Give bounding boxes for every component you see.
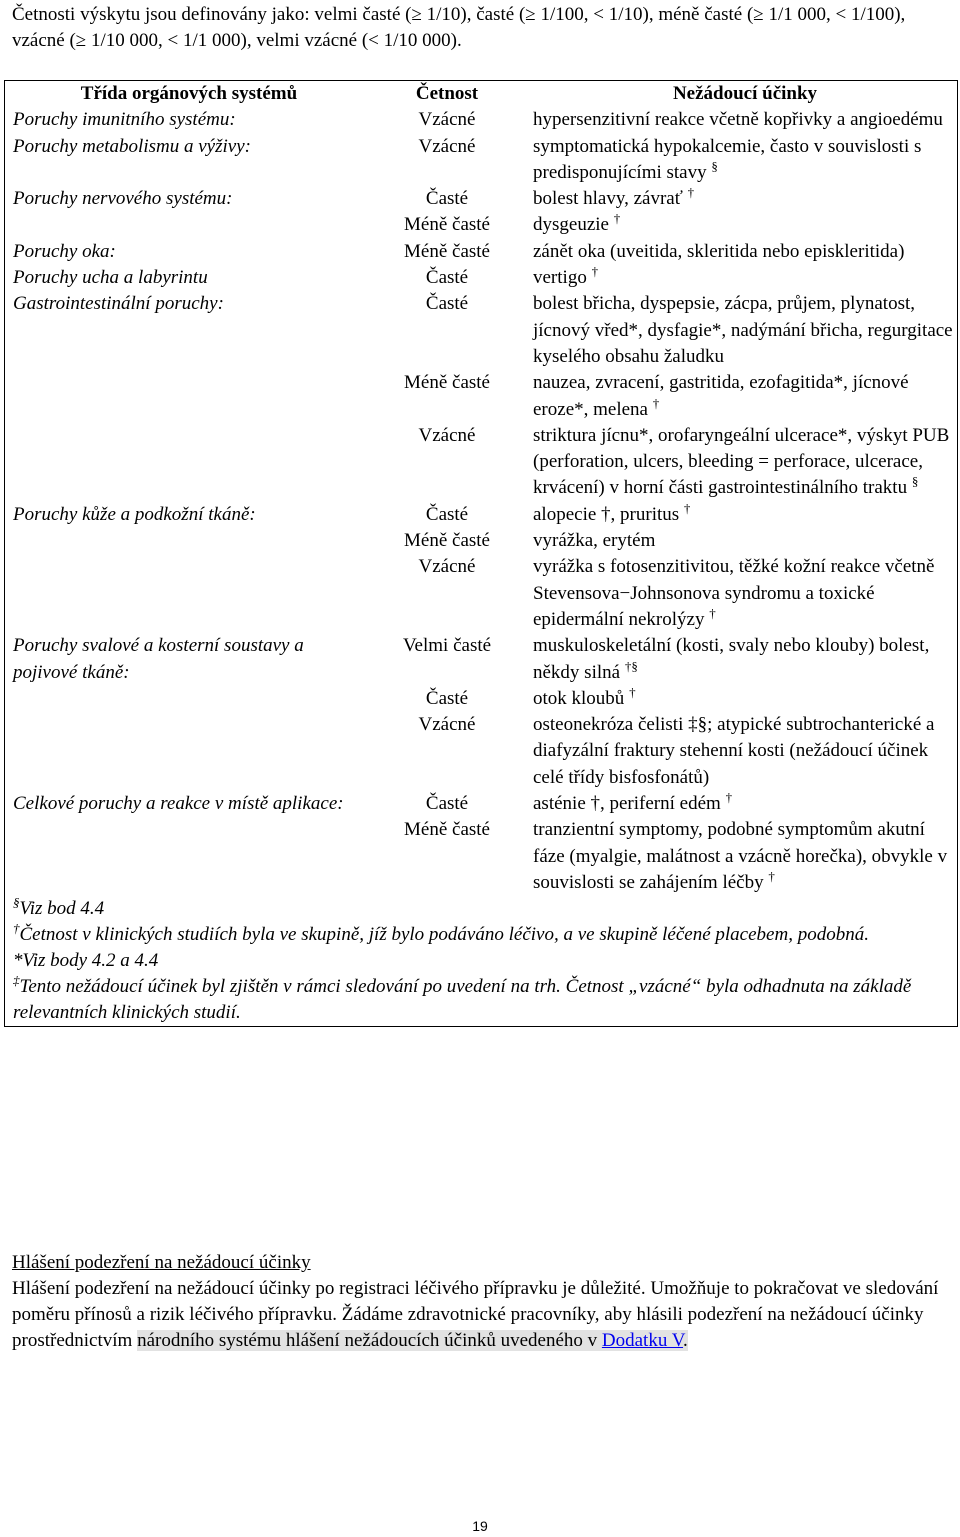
- effect-text: nauzea, zvracení, gastritida, ezofagitida*, jícnové eroze*, melena: [533, 372, 909, 420]
- table-row: [5, 686, 957, 712]
- frequency-cell: Vzácné: [418, 714, 476, 736]
- table-row: [5, 528, 957, 554]
- table-row: [5, 423, 957, 502]
- table-row: [5, 817, 957, 896]
- effect-cell: [529, 554, 957, 633]
- page-number: 19: [472, 1518, 488, 1534]
- effect-cell: [529, 186, 957, 212]
- footnote-mark: §: [911, 474, 919, 490]
- reporting-heading: Hlášení podezření na nežádoucí účinky: [12, 1252, 311, 1273]
- frequency-cell: Méně časté: [404, 530, 490, 552]
- effect-cell: [529, 265, 957, 291]
- frequency-cell: Méně časté: [404, 819, 490, 841]
- frequency-cell: Méně časté: [404, 240, 490, 262]
- reporting-text: Hlášení podezření na nežádoucí účinky po registraci léčivého přípravku je důležité. Umožňuje to pokračovat ve sledování poměru přínosů a rizik léčivého přípravku. Žádáme zdravotnické pracovníky, aby hlásili podezření na nežádoucí účinky prostřednictvím: [12, 1278, 939, 1351]
- effect-text: asténie †, periferní edém: [533, 793, 721, 815]
- table-body: [5, 107, 957, 896]
- effect-cell: [529, 817, 957, 896]
- organ-class-cell: [5, 370, 365, 423]
- organ-class-cell: Poruchy oka:: [13, 240, 116, 262]
- reporting-highlight: [137, 1330, 688, 1351]
- organ-class-cell: Poruchy nervového systému:: [13, 188, 233, 210]
- table-row: [5, 791, 957, 817]
- organ-class-cell: [5, 528, 365, 554]
- table-row: [5, 291, 957, 370]
- organ-class-cell: [5, 686, 365, 712]
- footnote-text: *Viz body 4.2 a 4.4: [13, 950, 159, 972]
- effect-cell: [529, 633, 957, 686]
- effect-text: tranzientní symptomy, podobné symptomům akutní fáze (myalgie, malátnost a vzácně horečka), obvykle v souvislosti se zahájením léčby: [533, 819, 948, 893]
- frequency-cell: Časté: [425, 267, 469, 289]
- frequency-cell: Vzácné: [418, 556, 476, 578]
- organ-class-cell: Poruchy kůže a podkožní tkáně:: [13, 503, 256, 525]
- effect-text: osteonekróza čelisti ‡§; atypické subtrochanterické a diafyzální fraktury stehenní kosti (nežádoucí účinek celé třídy bisfosfonátů): [533, 714, 935, 788]
- effect-text: striktura jícnu*, orofaryngeální ulcerace*, výskyt PUB (perforation, ulcers, bleeding = perforace, ulcerace, krvácení) v horní části gastrointestinálního traktu: [533, 424, 950, 499]
- effect-cell: [529, 712, 957, 791]
- table-row: [5, 134, 957, 187]
- frequency-cell: Méně časté: [404, 214, 490, 236]
- appendix-link[interactable]: Dodatku V: [601, 1330, 684, 1351]
- effect-cell: [529, 212, 957, 238]
- table-row: [5, 633, 957, 686]
- organ-class-cell: Poruchy svalové a kosterní soustavy a pojivové tkáně:: [13, 635, 304, 683]
- frequency-cell: Časté: [425, 503, 469, 525]
- header-organ-class: Třída orgánových systémů: [80, 83, 298, 104]
- organ-class-cell: [5, 712, 365, 791]
- footnote-mark: †: [629, 684, 636, 700]
- effect-cell: [529, 502, 957, 528]
- effect-cell: [529, 239, 957, 265]
- footnote-text: Tento nežádoucí účinek byl zjištěn v rámci sledování po uvedení na trh. Četnost „vzácné“ byla odhadnuta na základě relevantních klinických studií.: [13, 976, 912, 1024]
- frequency-cell: Velmi časté: [402, 635, 492, 657]
- organ-class-cell: Poruchy ucha a labyrintu: [13, 267, 208, 289]
- organ-class-cell: [5, 817, 365, 896]
- footnote-symbol: ‡: [13, 972, 20, 988]
- header-effects: Nežádoucí účinky: [672, 83, 818, 104]
- effect-text: otok kloubů: [533, 687, 625, 709]
- organ-class-cell: Celkové poruchy a reakce v místě aplikace:: [13, 793, 344, 815]
- footnote: [13, 974, 957, 1026]
- footnote-mark: †§: [624, 658, 638, 674]
- effect-text: vertigo: [533, 267, 587, 289]
- footnote-mark: †: [683, 500, 691, 516]
- effect-text: vyrážka, erytém: [533, 530, 656, 552]
- effect-text: bolest břicha, dyspepsie, zácpa, průjem, plynatost, jícnový vřed*, dysfagie*, nadýmání břicha, regurgitace kyselého obsahu žaludku: [533, 293, 953, 367]
- table-footnotes: [5, 896, 957, 1026]
- header-frequency: Četnost: [415, 83, 479, 104]
- table-row: [5, 712, 957, 791]
- effect-cell: [529, 107, 957, 133]
- table-row: [5, 212, 957, 238]
- footnote-symbol: §: [13, 894, 20, 910]
- footnote-mark: †: [652, 395, 660, 411]
- effect-text: bolest hlavy, závrať: [533, 188, 683, 210]
- frequency-cell: Vzácné: [418, 109, 476, 131]
- footnote-mark: †: [613, 211, 621, 227]
- table-row: [5, 239, 957, 265]
- effect-cell: [529, 423, 957, 502]
- footnote-mark: †: [725, 789, 733, 805]
- table-row: [5, 370, 957, 423]
- reporting-section: [12, 1250, 942, 1354]
- frequency-cell: Časté: [425, 188, 469, 210]
- organ-class-cell: [5, 554, 365, 633]
- reporting-end: .: [683, 1330, 688, 1351]
- effect-text: dysgeuzie: [533, 214, 609, 236]
- frequency-cell: Méně časté: [404, 372, 490, 394]
- footnote-text: Četnost v klinických studiích byla ve skupině, jíž bylo podáváno léčivo, a ve skupině léčené placebem, podobná.: [19, 924, 869, 946]
- frequency-cell: Vzácné: [418, 424, 476, 446]
- effect-cell: [529, 291, 957, 370]
- footnote-text: Viz bod 4.4: [19, 898, 105, 920]
- effect-text: hypersenzitivní reakce včetně kopřivky a angioedému: [533, 109, 943, 131]
- frequency-cell: Časté: [425, 793, 469, 815]
- intro-paragraph: Četnosti výskytu jsou definovány jako: velmi časté (≥ 1/10), časté (≥ 1/100, < 1/10), méně časté (≥ 1/1 000, < 1/100), vzácné (≥ 1/10 000, < 1/1 000), velmi vzácné (< 1/10 000).: [12, 4, 906, 51]
- organ-class-cell: Poruchy imunitního systému:: [13, 109, 236, 131]
- organ-class-cell: Gastrointestinální poruchy:: [13, 293, 224, 315]
- table-row: [5, 107, 957, 133]
- effect-text: symptomatická hypokalcemie, často v souvislosti s predisponujícími stavy: [533, 135, 922, 183]
- footnote-mark: §: [711, 158, 718, 174]
- organ-class-cell: [5, 212, 365, 238]
- effect-cell: [529, 370, 957, 423]
- footnote: [13, 948, 957, 974]
- footnote: [13, 896, 957, 922]
- reporting-paragraph: [12, 1276, 942, 1354]
- footnote-mark: †: [709, 605, 716, 621]
- effect-cell: [529, 686, 957, 712]
- organ-class-cell: Poruchy metabolismu a výživy:: [13, 135, 251, 157]
- effect-text: zánět oka (uveitida, skleritida nebo episkleritida): [533, 240, 905, 262]
- effect-text: alopecie †, pruritus: [533, 503, 680, 525]
- footnote-mark: †: [687, 184, 695, 200]
- footnote: [13, 922, 957, 948]
- adverse-effects-table: [4, 80, 958, 1027]
- table-row: [5, 186, 957, 212]
- footnote-mark: †: [591, 263, 599, 279]
- table-row: [5, 554, 957, 633]
- organ-class-cell: [5, 423, 365, 502]
- frequency-cell: Časté: [425, 293, 469, 315]
- effect-cell: [529, 134, 957, 187]
- table-header-row: [5, 81, 957, 107]
- frequency-cell: Vzácné: [418, 135, 476, 157]
- frequency-cell: Časté: [425, 687, 469, 709]
- effect-text: vyrážka s fotosenzitivitou, těžké kožní reakce včetně Stevensova−Johnsonova syndromu a toxické epidermální nekrolýzy: [533, 556, 935, 630]
- table-row: [5, 265, 957, 291]
- table-row: [5, 502, 957, 528]
- effect-text: muskuloskeletální (kosti, svaly nebo klouby) bolest, někdy silná: [533, 635, 930, 683]
- reporting-highlight-text: národního systému hlášení nežádoucích účinků uvedeného v: [137, 1330, 602, 1351]
- footnote-symbol: †: [13, 920, 20, 936]
- effect-cell: [529, 528, 957, 554]
- effect-cell: [529, 791, 957, 817]
- footnote-mark: †: [768, 868, 775, 884]
